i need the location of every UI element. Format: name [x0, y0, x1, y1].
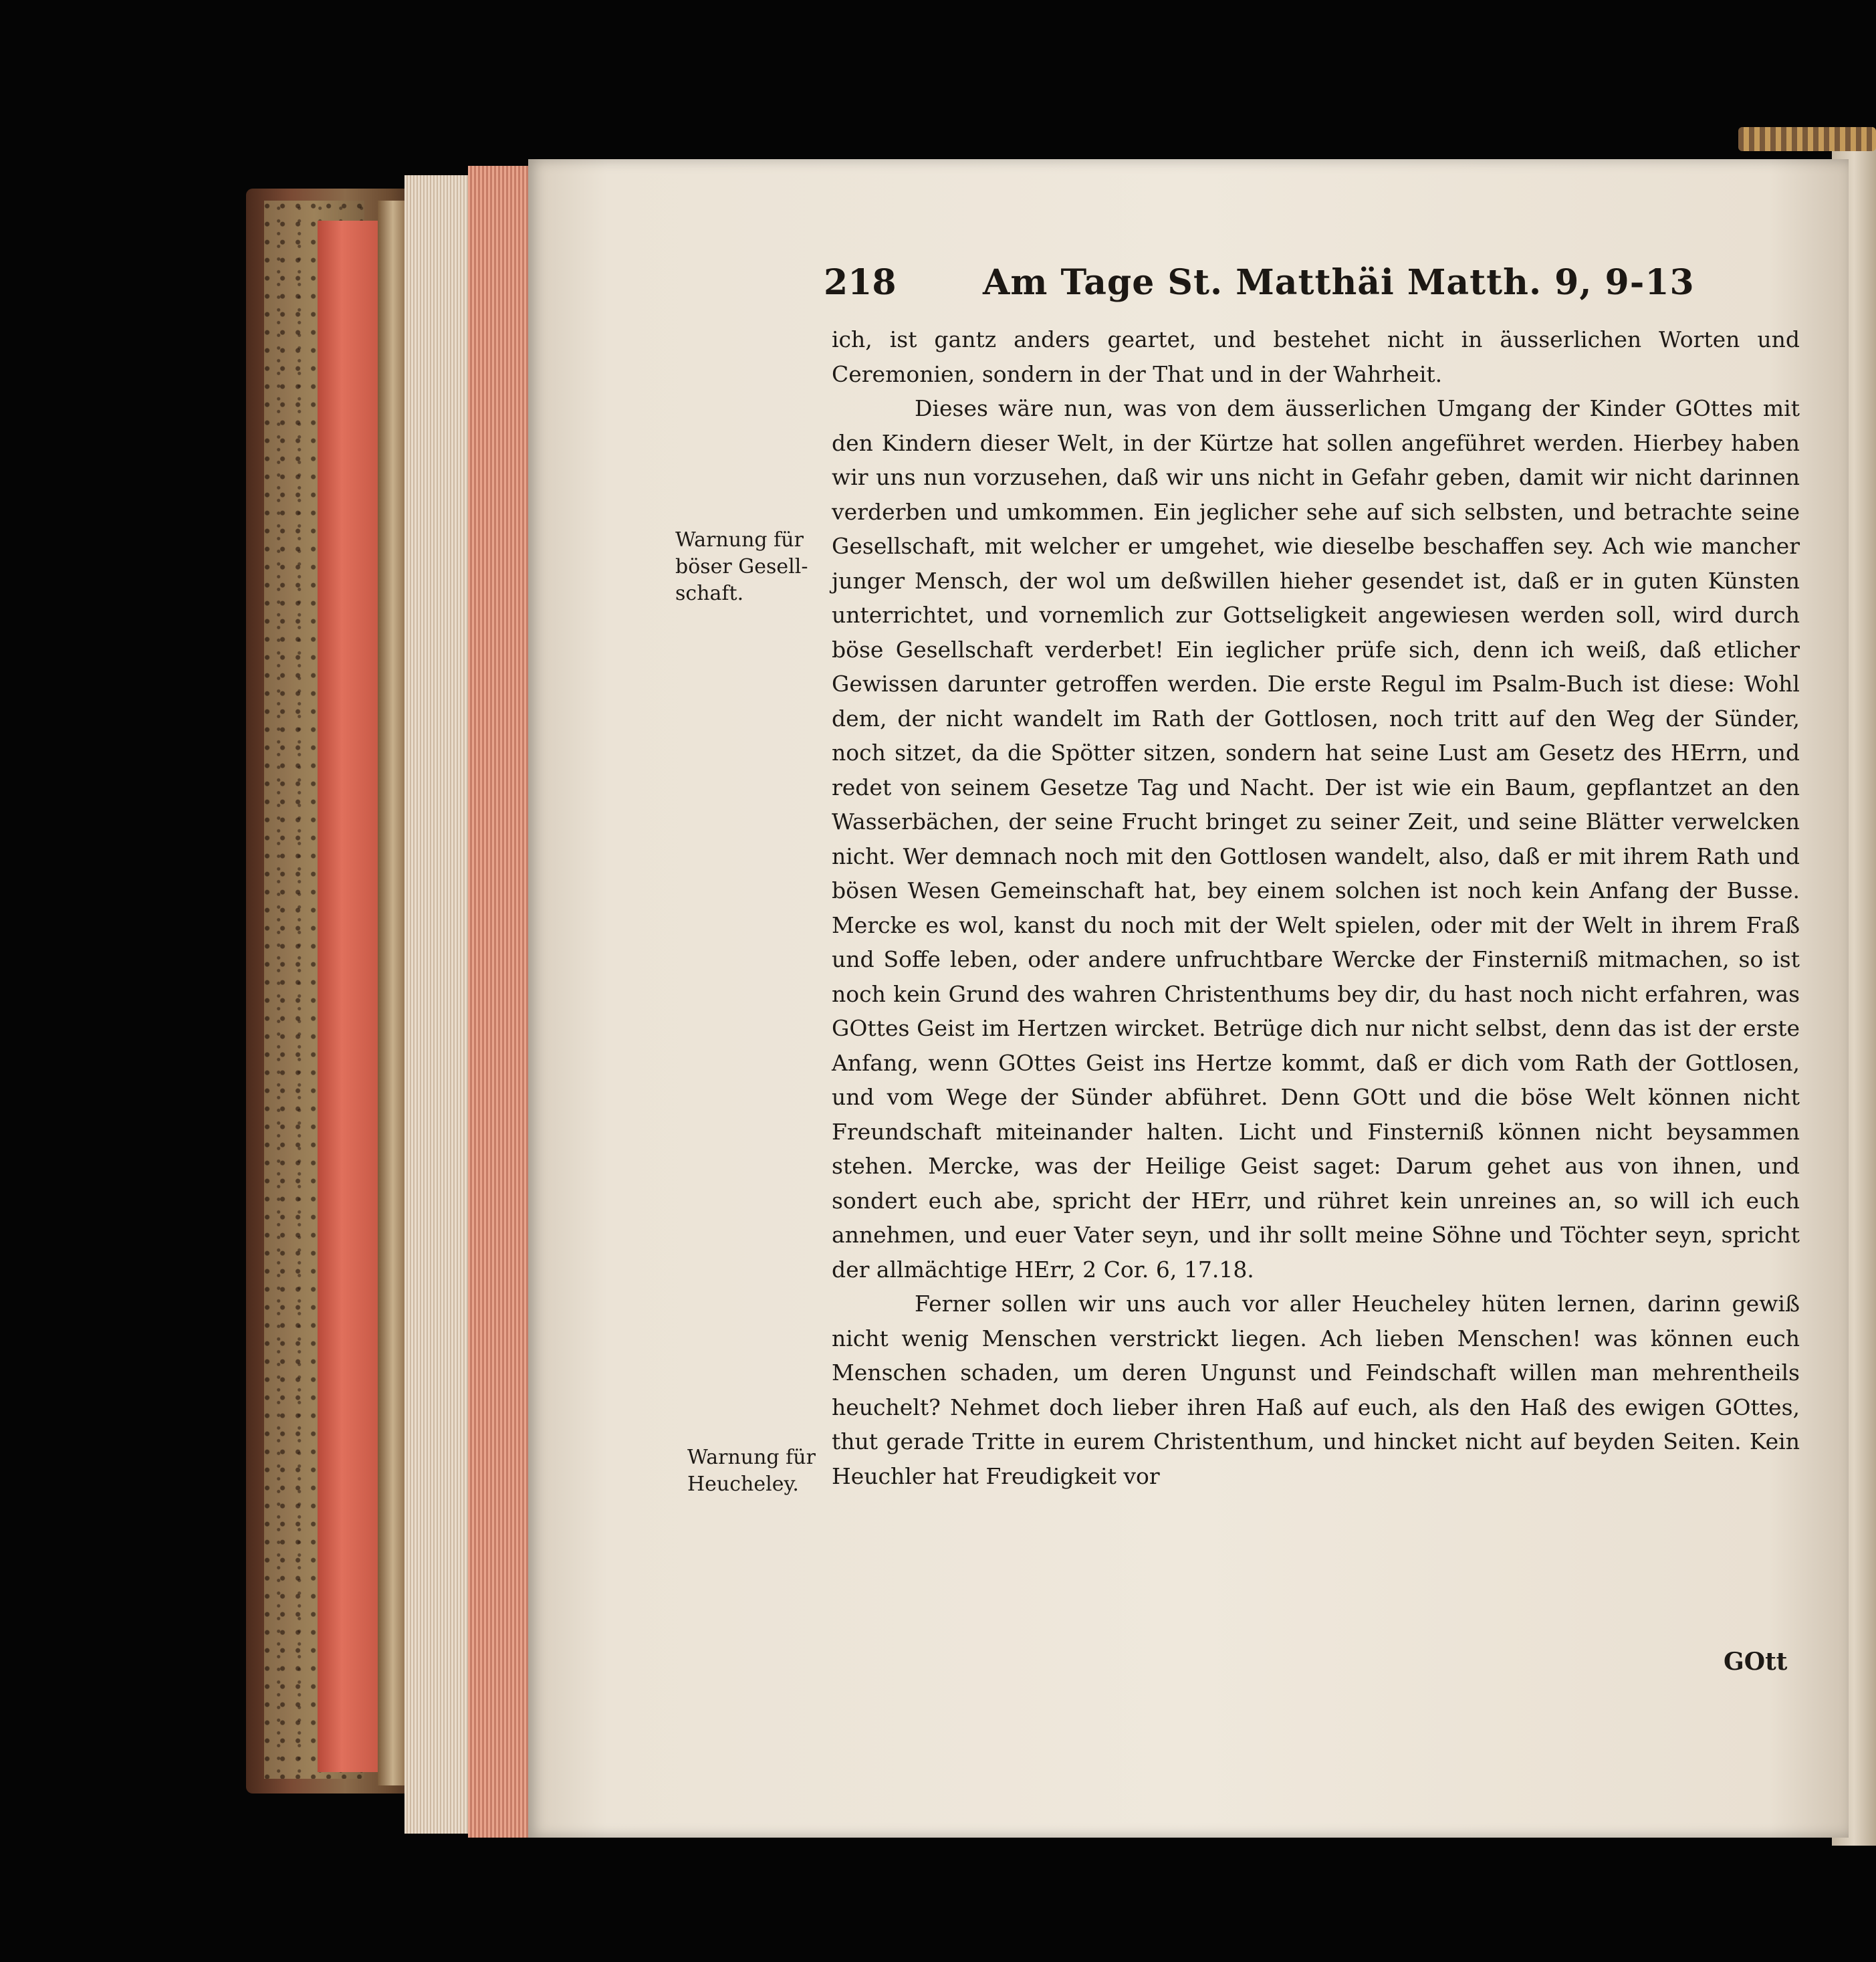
margin-note-company: Warnung für böser Gesell-schaft.	[675, 528, 808, 605]
catchword: GOtt	[1724, 1648, 1788, 1676]
page-stack-edge	[468, 166, 535, 1838]
margin-note-hypocrisy: Warnung für Heucheley.	[687, 1446, 816, 1496]
paragraph: ich, ist gantz anders geartet, und bestehet nicht in äusserlichen Worten und Ceremonien, sondern in der That und in der Wahrheit.	[832, 326, 1800, 387]
board-strip	[378, 201, 408, 1785]
paragraph: Ferner sollen wir uns auch vor aller Heucheley hüten lernen, darinn gewiß nicht wenig Menschen verstrickt liegen. Ach lieben Menschen! was können euch Menschen schaden, um deren Ungunst und Feindschaft willen man mehrentheils heuchelt? Nehmet doch lieber ihren Haß auf euch, als den Haß des ewigen GOttes, thut gerade Tritte in eurem Christenthum, und hincket nicht auf beyden Seiten. Kein Heuchler hat Freudigkeit vor	[832, 1291, 1800, 1489]
running-head: Am Tage St. Matthäi Matth. 9, 9-13	[983, 262, 1695, 303]
paragraph: Dieses wäre nun, was von dem äusserlichen Umgang der Kinder GOttes mit den Kindern dieser Welt, in der Kürtze hat sollen angeführet werden. Hierbey haben wir uns nun vorzusehen, daß wir uns nicht in Gefahr geben, damit wir nicht darinnen verderben und umkommen. Ein jeglicher sehe auf sich selbsten, und betrachte seine Gesellschaft, mit welcher er umgehet, wie dieselbe beschaffen sey. Ach wie mancher junger Mensch, der wol um deßwillen hieher gesendet ist, daß er in guten Künsten unterrichtet, und vornemlich zur Gottseligkeit angewiesen werden soll, wird durch böse Gesellschaft verderbet! Ein ieglicher prüfe sich, denn ich weiß, daß etlicher Gewissen darunter getroffen werden. Die erste Regul im Psalm-Buch ist diese: Wohl dem, der nicht wandelt im Rath der Gottlosen, noch tritt auf den Weg der Sünder, noch sitzet, da die Spötter sitzen, sondern hat seine Lust am Gesetz des HErrn, und redet von seinem Gesetze Tag und Nacht. Der ist wie ein Baum, gepflantzet an den Wasserbächen, der seine Frucht bringet zu seiner Zeit, und seine Blätter verwelcken nicht. Wer demnach noch mit den Gottlosen wandelt, also, daß er mit ihrem Rath und bösen Wesen Gemeinschaft hat, bey einem solchen ist noch kein Anfang der Busse. Mercke es wol, kanst du noch mit der Welt spielen, oder mit der Welt in ihrem Fraß und Soffe leben, oder andere unfruchtbare Wercke der Finsterniß mitmachen, so ist noch kein Grund des wahren Christenthums bey dir, du hast noch nicht erfahren, was GOttes Geist im Hertzen wircket. Betrüge dich nur nicht selbst, denn das ist der erste Anfang, wenn GOttes Geist ins Hertze kommt, daß er dich vom Rath der Gottlosen, und vom Wege der Sünder abführet. Denn GOtt und die böse Welt können nicht Freundschaft miteinander halten. Licht und Finsterniß können nicht beysammen stehen. Mercke, was der Heilige Geist saget: Darum gehet aus von ihnen, und sondert euch abe, spricht der HErr, und rühret kein unreines an, so will ich euch annehmen, und euer Vater seyn, und ihr sollt meine Söhne und Töchter seyn, spricht der allmächtige HErr, 2 Cor. 6, 17.18.	[832, 395, 1800, 1283]
headband	[1738, 127, 1876, 151]
red-page-edge	[318, 221, 378, 1772]
page-number: 218	[824, 262, 897, 303]
body-text	[832, 322, 1800, 1493]
